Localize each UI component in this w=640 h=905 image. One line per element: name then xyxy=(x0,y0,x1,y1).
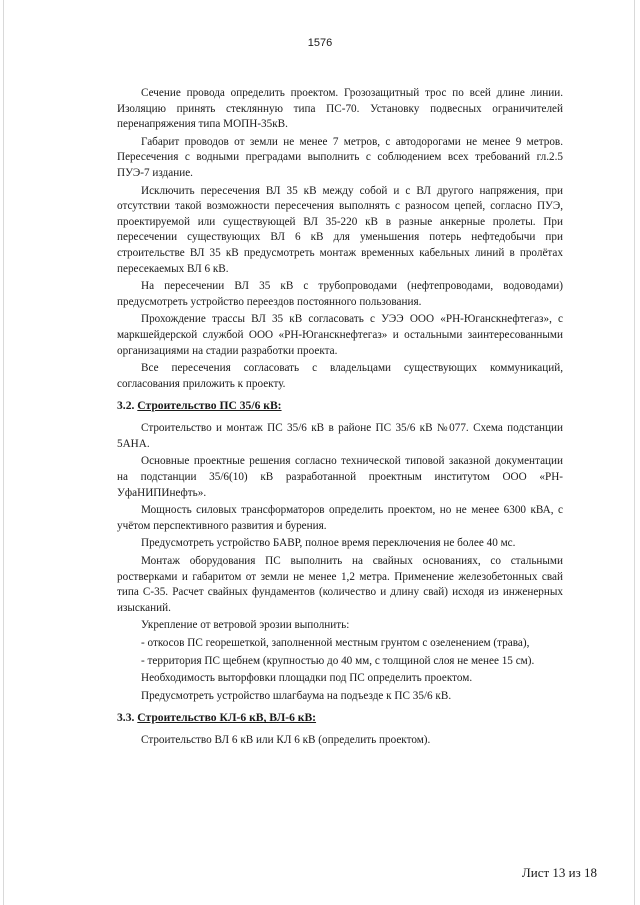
section-heading-3-3 xyxy=(117,711,563,724)
document-body xyxy=(117,86,563,751)
list-item: - откосов ПС георешеткой, заполненной местным грунтом с озеленением (трава), xyxy=(141,637,530,649)
page-number: 1576 xyxy=(307,37,333,49)
paragraph: Укрепление от ветровой эрозии выполнить: xyxy=(141,619,350,632)
paragraph: Все пересечения согласовать с владельцами существующих коммуникаций, согласования приложить к проекту. xyxy=(117,362,563,390)
paragraph: Прохождение трассы ВЛ 35 кВ согласовать с УЭЭ ООО «РН-Юганскнефтегаз», с маркшейдерской службой ООО «РН-Юганскнефтегаз» и остальными заинтересованными организациями на стадии разработки проекта. xyxy=(117,313,563,357)
section-number: 3.2. xyxy=(117,399,135,413)
paragraph: На пересечении ВЛ 35 кВ с трубопроводами (нефтепроводами, водоводами) предусмотреть устройство переездов постоянного пользования. xyxy=(117,280,563,308)
paragraph: Основные проектные решения согласно технической типовой заказной документации на подстанции 35/6(10) кВ разработанной проектным институтом ООО «РН-УфаНИПИнефть». xyxy=(117,455,563,499)
section-number: 3.3. xyxy=(117,711,135,725)
paragraph: Мощность силовых трансформаторов определить проектом, но не менее 6300 кВА, с учётом перспективного развития и бурения. xyxy=(117,504,563,532)
section-title: Строительство КЛ-6 кВ, ВЛ-6 кВ: xyxy=(137,711,317,725)
section-heading-3-2 xyxy=(117,399,563,412)
paragraph: Монтаж оборудования ПС выполнить на свайных основаниях, со стальными ростверками и габаритом от земли не менее 1,2 метра. Применение железобетонных свай типа С-35. Расчет свайных фундаментов (количество и длину свай) исходя из инженерных изысканий. xyxy=(117,555,563,614)
sheet-counter: Лист 13 из 18 xyxy=(521,865,597,880)
list-item: - территория ПС щебнем (крупностью до 40 мм, с толщиной слоя не менее 15 см). xyxy=(141,654,535,667)
paragraph: Исключить пересечения ВЛ 35 кВ между собой и с ВЛ другого напряжения, при отсутствии такой возможности пересечения выполнять с разносом цепей, согласно ПУЭ, проектируемой или существующей ВЛ 35-220 кВ в разные анкерные пролеты. При пересечении существующих ВЛ 6 кВ для уменьшения потерь нефтедобычи при строительстве ВЛ 35 кВ предусмотреть монтаж временных кабельных линий в пролётах пересекаемых ВЛ 6 кВ. xyxy=(117,184,563,275)
scan-edge-right xyxy=(634,0,635,905)
paragraph: Предусмотреть устройство БАВР, полное время переключения не более 40 мс. xyxy=(141,537,516,550)
paragraph: Предусмотреть устройство шлагбаума на подъезде к ПС 35/6 кВ. xyxy=(141,689,452,702)
paragraph: Строительство и монтаж ПС 35/6 кВ в районе ПС 35/6 кВ №077. Схема подстанции 5АНА. xyxy=(117,422,563,450)
paragraph: Габарит проводов от земли не менее 7 метров, с автодорогами не менее 9 метров. Пересечения с водными преградами выполнить с соблюдением всех требований гл.2.5 ПУЭ-7 издание. xyxy=(117,135,563,179)
paragraph: Необходимость выторфовки площадки под ПС определить проектом. xyxy=(141,672,473,685)
section-title: Строительство ПС 35/6 кВ: xyxy=(137,399,282,413)
paragraph: Строительство ВЛ 6 кВ или КЛ 6 кВ (определить проектом). xyxy=(141,734,431,747)
scan-edge-left xyxy=(3,0,4,905)
paragraph: Сечение провода определить проектом. Грозозащитный трос по всей длине линии. Изоляцию принять стеклянную типа ПС-70. Установку подвесных ограничителей перенапряжения типа МОПН-35кВ. xyxy=(117,87,563,131)
